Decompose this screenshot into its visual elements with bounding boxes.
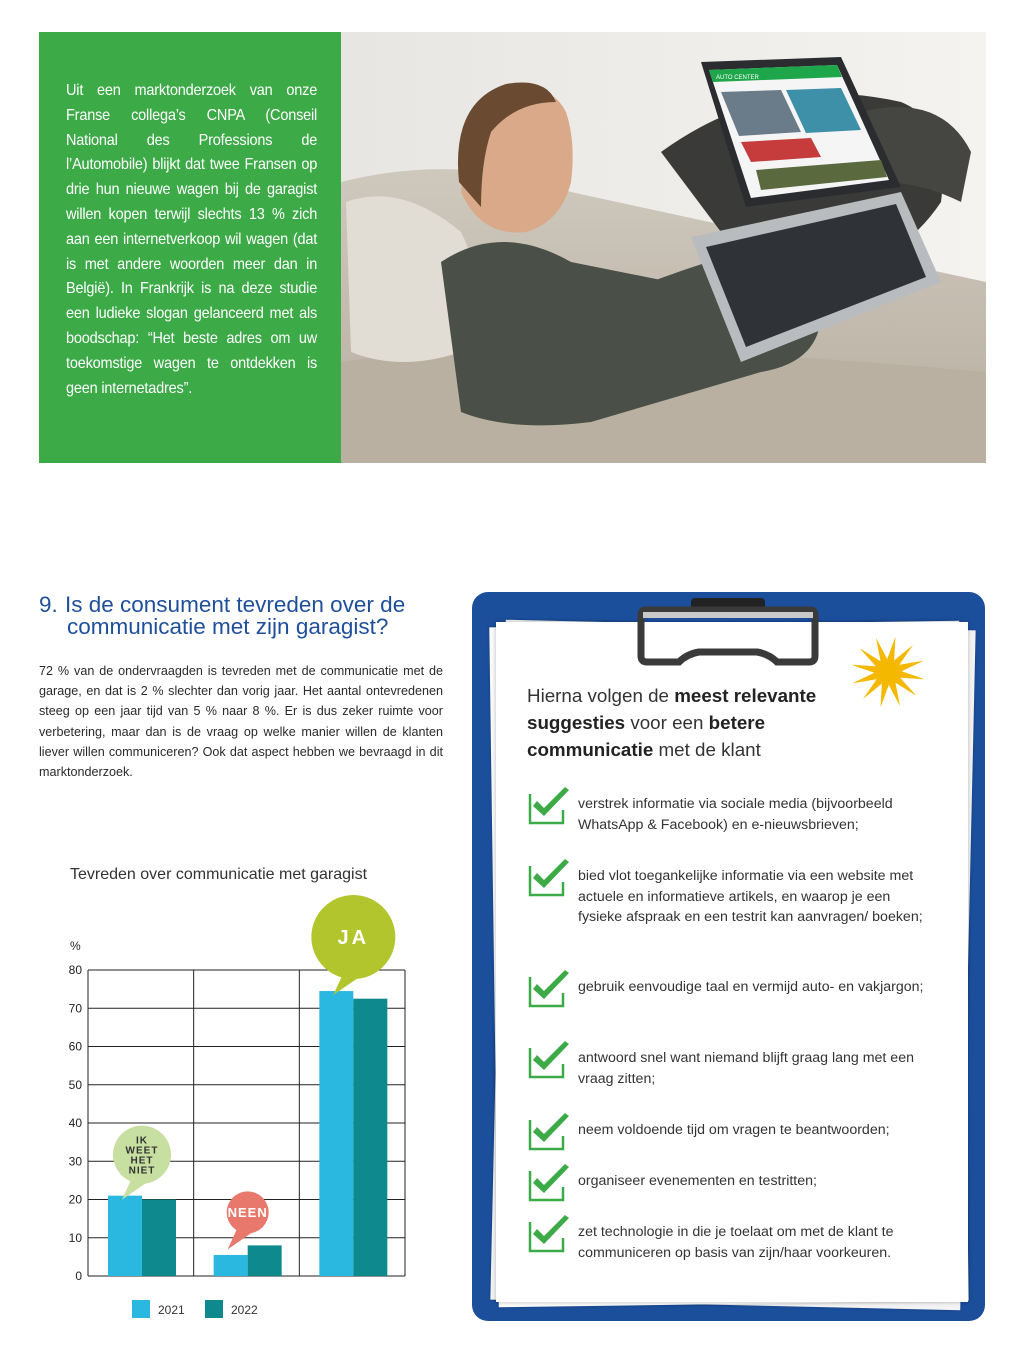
category-label: HET	[130, 1155, 154, 1167]
checkmark-icon	[527, 858, 571, 898]
legend-swatch-2022	[205, 1300, 223, 1318]
y-tick-label: 60	[68, 1039, 82, 1054]
checkmark-icon	[527, 1112, 571, 1152]
bar-2022	[248, 1245, 282, 1276]
y-tick-label: 40	[68, 1116, 82, 1130]
tip-text: neem voldoende tijd om vragen te beantwoorden;	[578, 1122, 890, 1138]
y-axis-unit: %	[70, 939, 81, 953]
intro-green-panel	[39, 32, 341, 463]
photo-man-with-laptop	[341, 32, 986, 463]
section-title-line2: communicatie met zijn garagist?	[67, 614, 389, 639]
y-tick-label: 20	[68, 1192, 82, 1207]
checkmark-icon	[527, 969, 571, 1009]
screen-brand-text: AUTO CENTER	[716, 75, 759, 81]
section-title-line1: Is de consument tevreden over de	[65, 592, 406, 617]
checkmark-icon	[527, 786, 571, 826]
category-label: JA	[337, 927, 370, 950]
category-label: WEET	[125, 1145, 159, 1157]
section-intro: 72 % van de ondervraagden is tevreden met de communicatie met de garage, en dat is 2 % slechter dan vorig jaar. Het aantal ontevredenen steeg op een jaar tijd van 5 % naar 8 %. Er is dus zeker ruimte voor verbetering, maar dan is de vraag op welke manier willen de klanten liever willen communiceren? Ook dat aspect hebben we bevraagd in dit marktonderzoek.	[39, 664, 443, 780]
satisfaction-bar-chart	[40, 895, 440, 1325]
checkmark-icon	[527, 1163, 571, 1203]
y-tick-label: 30	[68, 1154, 82, 1169]
clipboard-clip-icon	[637, 598, 819, 670]
checkmark-icon	[527, 1040, 571, 1080]
legend-label: 2021	[158, 1303, 185, 1317]
banner-text: Uit een marktonderzoek van onze Franse collega’s CNPA (Conseil National des Professions de l’Automobile) blijkt dat twee Fransen op drie hun nieuwe wagen bij de garagist willen kopen terwijl slechts 13 % zich aan een internetverkoop wil wagen (dat is met andere woorden meer dan in België). In Frankrijk is na deze studie een ludieke slogan gelanceerd met als boodschap: “Het beste adres om uw toekomstige wagen te ontdekken is geen internetadres”.	[66, 82, 318, 397]
bar-2022	[353, 999, 387, 1276]
tips-heading: Hierna volgen de meest relevante suggesties voor een betere communicatie met de klant	[527, 685, 817, 760]
section-number: 9.	[39, 592, 58, 617]
chart-title: Tevreden over communicatie met garagist	[70, 866, 368, 883]
category-label: IK	[136, 1135, 148, 1147]
tip-text: organiseer evenementen en testritten;	[578, 1173, 817, 1189]
tip-text: bied vlot toegankelijke informatie via een website met actuele en informatieve artikels, en waarop je een fysieke afspraak en een testrit kan aanvragen/ boeken;	[578, 868, 923, 926]
category-label: NEEN	[227, 1205, 268, 1221]
tip-text: gebruik eenvoudige taal en vermijd auto- en vakjargon;	[578, 979, 924, 995]
y-tick-label: 50	[68, 1077, 82, 1092]
checkmark-icon	[527, 1214, 571, 1254]
y-tick-label: 0	[75, 1269, 82, 1283]
section-title	[39, 594, 459, 638]
category-label: NIET	[128, 1165, 156, 1177]
y-tick-label: 10	[68, 1230, 82, 1245]
legend-swatch-2021	[132, 1300, 150, 1318]
tip-text: verstrek informatie via sociale media (bijvoorbeeld WhatsApp & Facebook) en e-nieuwsbrieven;	[578, 796, 893, 833]
y-tick-label: 80	[68, 963, 82, 977]
bar-2021	[214, 1255, 248, 1276]
tip-text: antwoord snel want niemand blijft graag lang met een vraag zitten;	[578, 1050, 914, 1087]
y-tick-label: 70	[68, 1001, 82, 1016]
bar-2022	[142, 1200, 176, 1277]
tip-text: zet technologie in die je toelaat om met de klant te communiceren op basis van zijn/haar voorkeuren.	[578, 1224, 894, 1261]
bar-2021	[319, 991, 353, 1276]
bar-2021	[108, 1196, 142, 1276]
legend-label: 2022	[231, 1303, 258, 1317]
